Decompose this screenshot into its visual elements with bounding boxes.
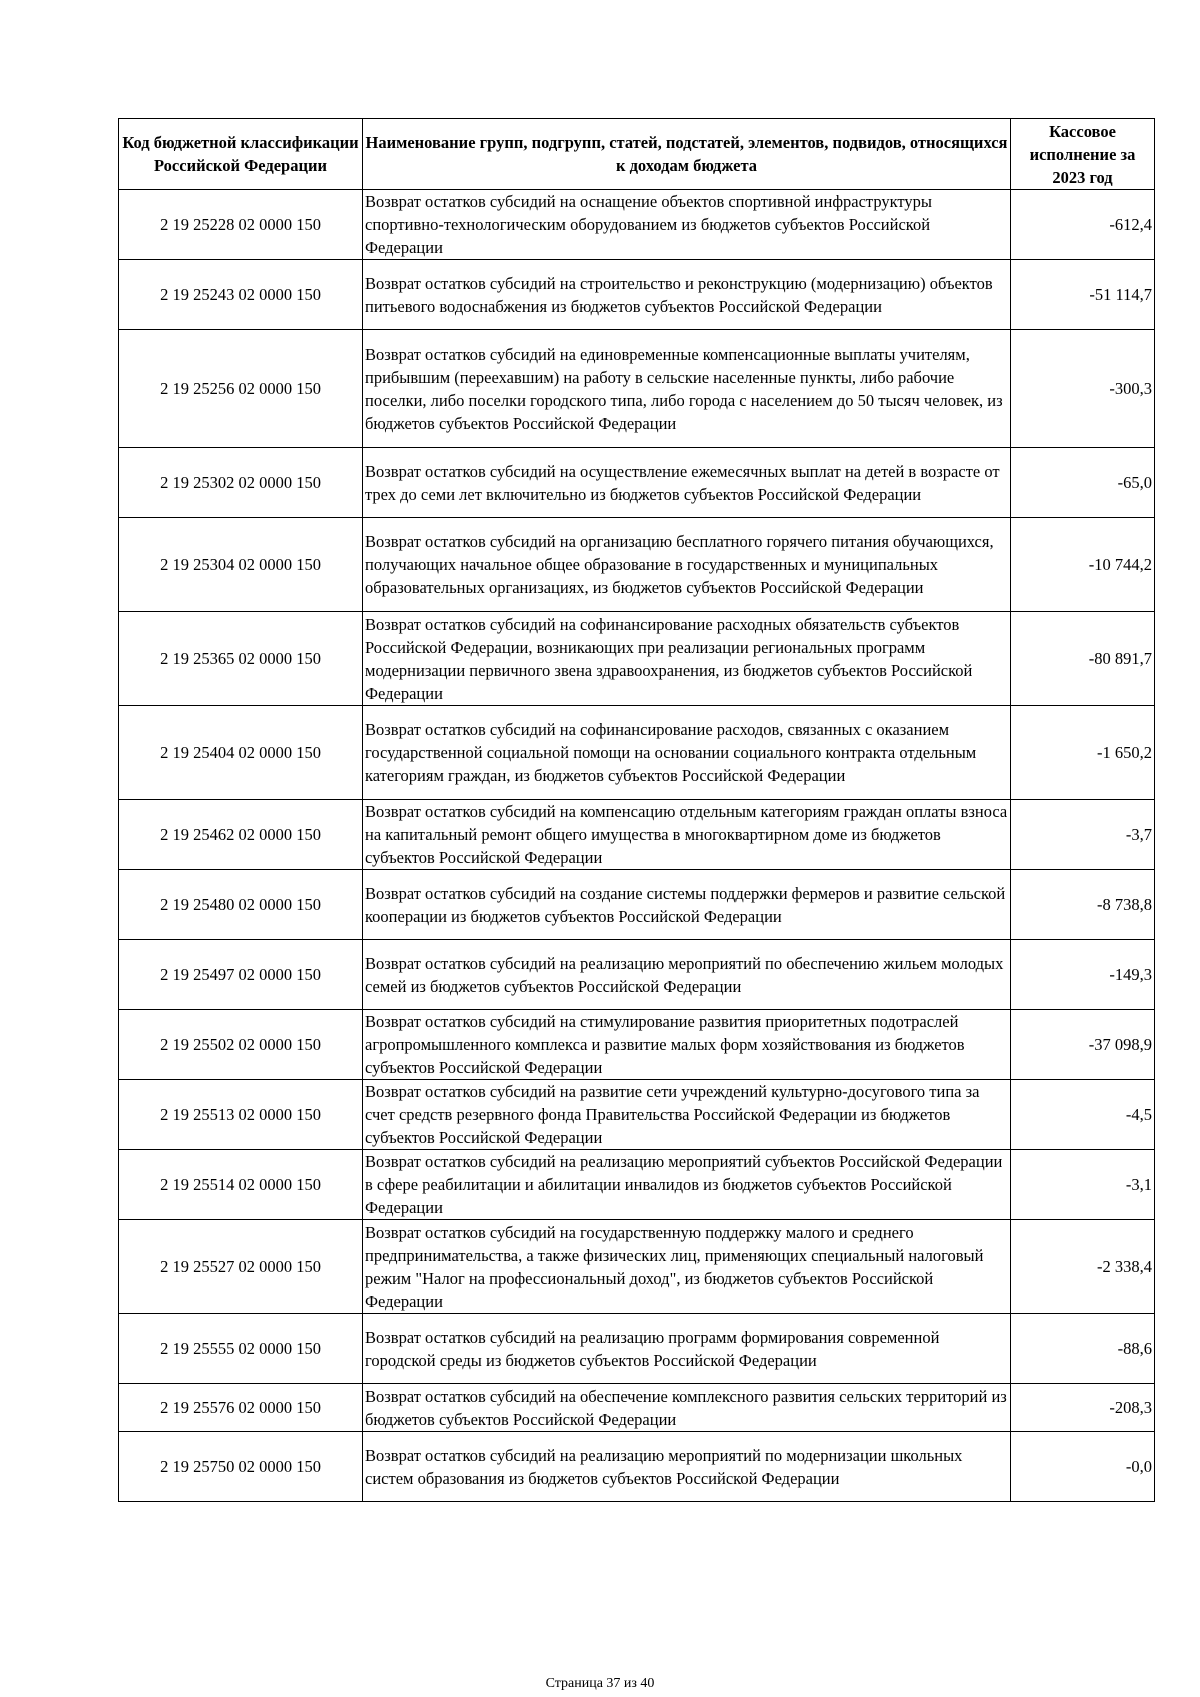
header-code: Код бюджетной классификации Российской Федерации	[119, 119, 363, 190]
table-row	[119, 448, 1155, 518]
row-code: 2 19 25527 02 0000 150	[119, 1220, 363, 1314]
table-row	[119, 1080, 1155, 1150]
row-code: 2 19 25304 02 0000 150	[119, 518, 363, 612]
row-name: Возврат остатков субсидий на компенсацию отдельным категориям граждан оплаты взноса на капитальный ремонт общего имущества в многоквартирном доме из бюджетов субъектов Российской Федерации	[363, 800, 1011, 870]
row-sum: -65,0	[1011, 448, 1155, 518]
row-name: Возврат остатков субсидий на организацию бесплатного горячего питания обучающихся, получающих начальное общее образование в государственных и муниципальных образовательных организациях, из бюджетов субъектов Российской Федерации	[363, 518, 1011, 612]
row-code: 2 19 25576 02 0000 150	[119, 1384, 363, 1432]
budget-table	[118, 118, 1155, 1502]
row-code: 2 19 25243 02 0000 150	[119, 260, 363, 330]
table-row	[119, 940, 1155, 1010]
row-sum: -37 098,9	[1011, 1010, 1155, 1080]
table-row	[119, 612, 1155, 706]
row-name: Возврат остатков субсидий на создание системы поддержки фермеров и развитие сельской кооперации из бюджетов субъектов Российской Федерации	[363, 870, 1011, 940]
row-sum: -3,7	[1011, 800, 1155, 870]
page-number: Страница 37 из 40	[545, 1676, 655, 1691]
row-sum: -3,1	[1011, 1150, 1155, 1220]
row-name: Возврат остатков субсидий на осуществление ежемесячных выплат на детей в возрасте от трех до семи лет включительно из бюджетов субъектов Российской Федерации	[363, 448, 1011, 518]
table-row	[119, 330, 1155, 448]
header-name: Наименование групп, подгрупп, статей, подстатей, элементов, подвидов, относящихся к доходам бюджета	[363, 119, 1011, 190]
row-sum: -0,0	[1011, 1432, 1155, 1502]
row-sum: -612,4	[1011, 190, 1155, 260]
table-row	[119, 518, 1155, 612]
row-sum: -51 114,7	[1011, 260, 1155, 330]
row-name: Возврат остатков субсидий на софинансирование расходных обязательств субъектов Российской Федерации, возникающих при реализации региональных программ модернизации первичного звена здравоохранения, из бюджетов субъектов Российской Федерации	[363, 612, 1011, 706]
row-sum: -88,6	[1011, 1314, 1155, 1384]
row-name: Возврат остатков субсидий на реализацию мероприятий по модернизации школьных систем образования из бюджетов субъектов Российской Федерации	[363, 1432, 1011, 1502]
row-sum: -2 338,4	[1011, 1220, 1155, 1314]
table-header-row	[119, 119, 1155, 190]
row-name: Возврат остатков субсидий на обеспечение комплексного развития сельских территорий из бюджетов субъектов Российской Федерации	[363, 1384, 1011, 1432]
table-row	[119, 1220, 1155, 1314]
row-code: 2 19 25480 02 0000 150	[119, 870, 363, 940]
row-code: 2 19 25228 02 0000 150	[119, 190, 363, 260]
row-sum: -80 891,7	[1011, 612, 1155, 706]
row-sum: -4,5	[1011, 1080, 1155, 1150]
row-name: Возврат остатков субсидий на строительство и реконструкцию (модернизацию) объектов питьевого водоснабжения из бюджетов субъектов Российской Федерации	[363, 260, 1011, 330]
row-code: 2 19 25462 02 0000 150	[119, 800, 363, 870]
row-code: 2 19 25497 02 0000 150	[119, 940, 363, 1010]
row-code: 2 19 25502 02 0000 150	[119, 1010, 363, 1080]
row-code: 2 19 25555 02 0000 150	[119, 1314, 363, 1384]
row-code: 2 19 25302 02 0000 150	[119, 448, 363, 518]
row-name: Возврат остатков субсидий на единовременные компенсационные выплаты учителям, прибывшим (переехавшим) на работу в сельские населенные пункты, либо рабочие поселки, либо поселки городского типа, либо города с населением до 50 тысяч человек, из бюджетов субъектов Российской Федерации	[363, 330, 1011, 448]
row-name: Возврат остатков субсидий на реализацию мероприятий субъектов Российской Федерации в сфере реабилитации и абилитации инвалидов из бюджетов субъектов Российской Федерации	[363, 1150, 1011, 1220]
row-sum: -1 650,2	[1011, 706, 1155, 800]
table-row	[119, 1432, 1155, 1502]
table-row	[119, 1384, 1155, 1432]
row-name: Возврат остатков субсидий на стимулирование развития приоритетных подотраслей агропромышленного комплекса и развитие малых форм хозяйствования из бюджетов субъектов Российской Федерации	[363, 1010, 1011, 1080]
row-code: 2 19 25513 02 0000 150	[119, 1080, 363, 1150]
row-name: Возврат остатков субсидий на развитие сети учреждений культурно-досугового типа за счет средств резервного фонда Правительства Российской Федерации из бюджетов субъектов Российской Федерации	[363, 1080, 1011, 1150]
table-row	[119, 870, 1155, 940]
row-sum: -10 744,2	[1011, 518, 1155, 612]
row-sum: -149,3	[1011, 940, 1155, 1010]
row-sum: -300,3	[1011, 330, 1155, 448]
row-code: 2 19 25514 02 0000 150	[119, 1150, 363, 1220]
table-row	[119, 260, 1155, 330]
row-code: 2 19 25256 02 0000 150	[119, 330, 363, 448]
row-name: Возврат остатков субсидий на реализацию программ формирования современной городской среды из бюджетов субъектов Российской Федерации	[363, 1314, 1011, 1384]
header-sum: Кассовое исполнение за 2023 год	[1011, 119, 1155, 190]
row-name: Возврат остатков субсидий на оснащение объектов спортивной инфраструктуры спортивно-технологическим оборудованием из бюджетов субъектов Российской Федерации	[363, 190, 1011, 260]
row-code: 2 19 25404 02 0000 150	[119, 706, 363, 800]
table-row	[119, 706, 1155, 800]
table-row	[119, 800, 1155, 870]
row-name: Возврат остатков субсидий на государственную поддержку малого и среднего предпринимательства, а также физических лиц, применяющих специальный налоговый режим "Налог на профессиональный доход", из бюджетов субъектов Российской Федерации	[363, 1220, 1011, 1314]
row-sum: -208,3	[1011, 1384, 1155, 1432]
row-name: Возврат остатков субсидий на реализацию мероприятий по обеспечению жильем молодых семей из бюджетов субъектов Российской Федерации	[363, 940, 1011, 1010]
row-name: Возврат остатков субсидий на софинансирование расходов, связанных с оказанием государственной социальной помощи на основании социального контракта отдельным категориям граждан, из бюджетов субъектов Российской Федерации	[363, 706, 1011, 800]
table-row	[119, 1150, 1155, 1220]
table-row	[119, 190, 1155, 260]
row-code: 2 19 25750 02 0000 150	[119, 1432, 363, 1502]
row-sum: -8 738,8	[1011, 870, 1155, 940]
table-row	[119, 1010, 1155, 1080]
table-row	[119, 1314, 1155, 1384]
row-code: 2 19 25365 02 0000 150	[119, 612, 363, 706]
